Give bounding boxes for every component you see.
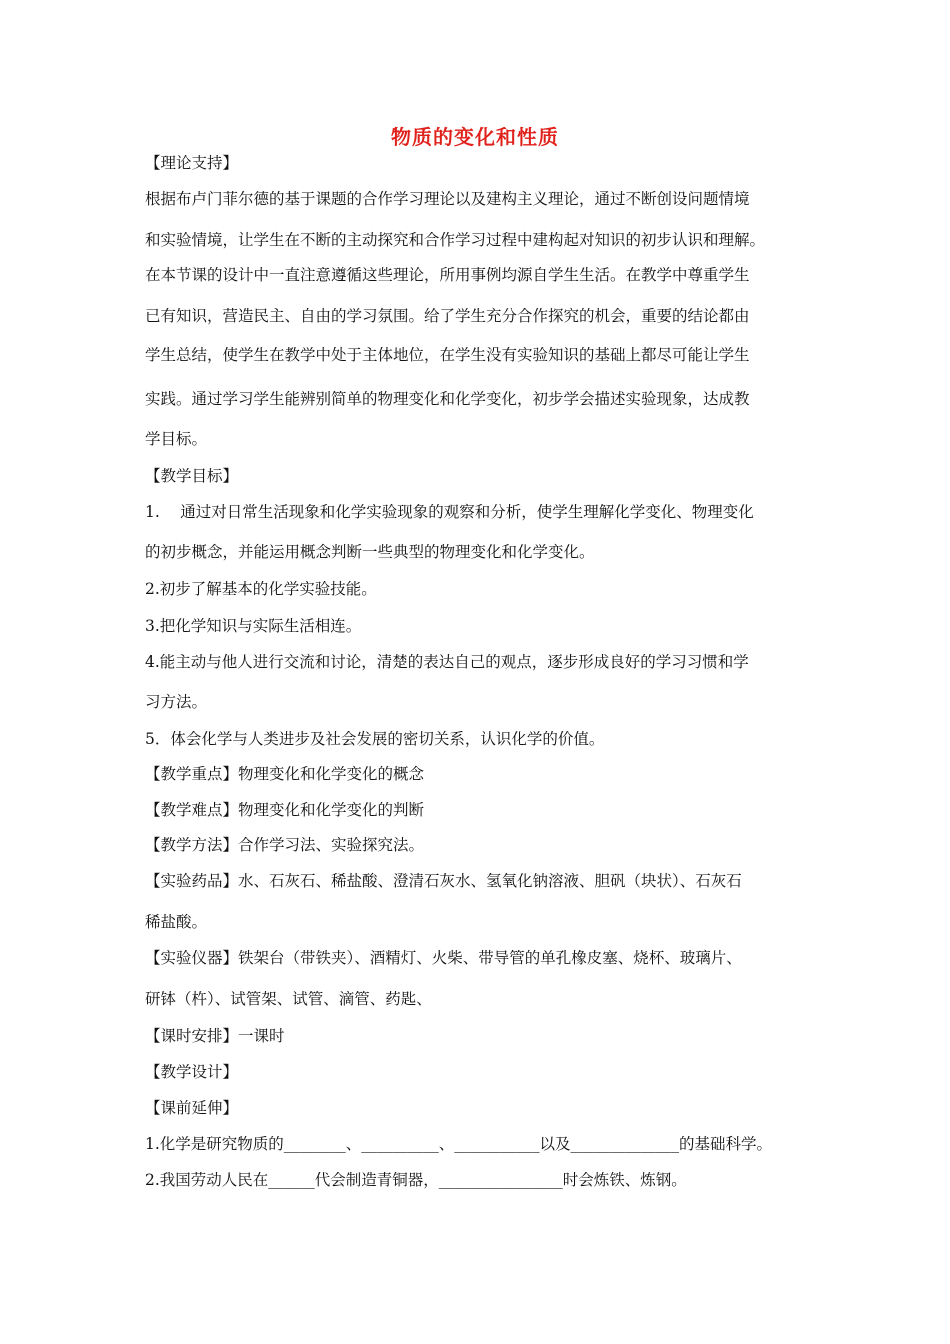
section-method: 【教学方法】合作学习法、实验探究法。 (145, 836, 425, 854)
goal-item: 的初步概念，并能运用概念判断一些典型的物理变化和化学变化。 (145, 543, 595, 561)
paragraph-line: 根据布卢门菲尔德的基于课题的合作学习理论以及建构主义理论，通过不断创设问题情境 (145, 190, 750, 208)
section-schedule: 【课时安排】一课时 (145, 1027, 285, 1045)
goal-item: 4.能主动与他人进行交流和讨论，清楚的表达自己的观点，逐步形成良好的学习习惯和学 (145, 653, 749, 671)
goal-item: 习方法。 (145, 693, 208, 711)
section-heading-preview: 【课前延伸】 (145, 1099, 239, 1117)
paragraph-line: 在本节课的设计中一直注意遵循这些理论，所用事例均源自学生生活。在教学中尊重学生 (145, 266, 750, 284)
exercise-item: 1.化学是研究物质的________、__________、___________以及______________的基础科学。 (145, 1135, 773, 1153)
section-apparatus: 研钵（杵）、试管架、试管、滴管、药匙、 (145, 990, 432, 1008)
goal-item: 3.把化学知识与实际生活相连。 (145, 617, 362, 635)
goal-item: 1. 通过对日常生活现象和化学实验现象的观察和分析，使学生理解化学变化、物理变化 (145, 503, 754, 521)
section-reagents: 稀盐酸。 (145, 913, 208, 931)
goal-item: 5．体会化学与人类进步及社会发展的密切关系，认识化学的价值。 (145, 730, 605, 748)
paragraph-line: 和实验情境，让学生在不断的主动探究和合作学习过程中建构起对知识的初步认识和理解。 (145, 231, 766, 249)
exercise-item: 2.我国劳动人民在______代会制造青铜器，________________时会炼铁、炼钢。 (145, 1171, 687, 1189)
section-apparatus: 【实验仪器】铁架台（带铁夹）、酒精灯、火柴、带导管的单孔橡皮塞、烧杯、玻璃片、 (145, 949, 742, 967)
paragraph-line: 学目标。 (145, 430, 208, 448)
paragraph-line: 已有知识，营造民主、自由的学习氛围。给了学生充分合作探究的机会，重要的结论都由 (145, 307, 750, 325)
section-difficulty: 【教学难点】物理变化和化学变化的判断 (145, 801, 425, 819)
section-focus: 【教学重点】物理变化和化学变化的概念 (145, 765, 425, 783)
section-heading-design: 【教学设计】 (145, 1063, 239, 1081)
paragraph-line: 实践。通过学习学生能辨别简单的物理变化和化学变化，初步学会描述实验现象，达成教 (145, 390, 750, 408)
paragraph-line: 学生总结，使学生在教学中处于主体地位，在学生没有实验知识的基础上都尽可能让学生 (145, 346, 750, 364)
goal-item: 2.初步了解基本的化学实验技能。 (145, 580, 377, 598)
section-heading-goals: 【教学目标】 (145, 467, 239, 485)
section-heading-theory: 【理论支持】 (145, 154, 239, 172)
document-title: 物质的变化和性质 (391, 125, 559, 149)
section-reagents: 【实验药品】水、石灰石、稀盐酸、澄清石灰水、氢氧化钠溶液、胆矾（块状）、石灰石 (145, 872, 742, 890)
